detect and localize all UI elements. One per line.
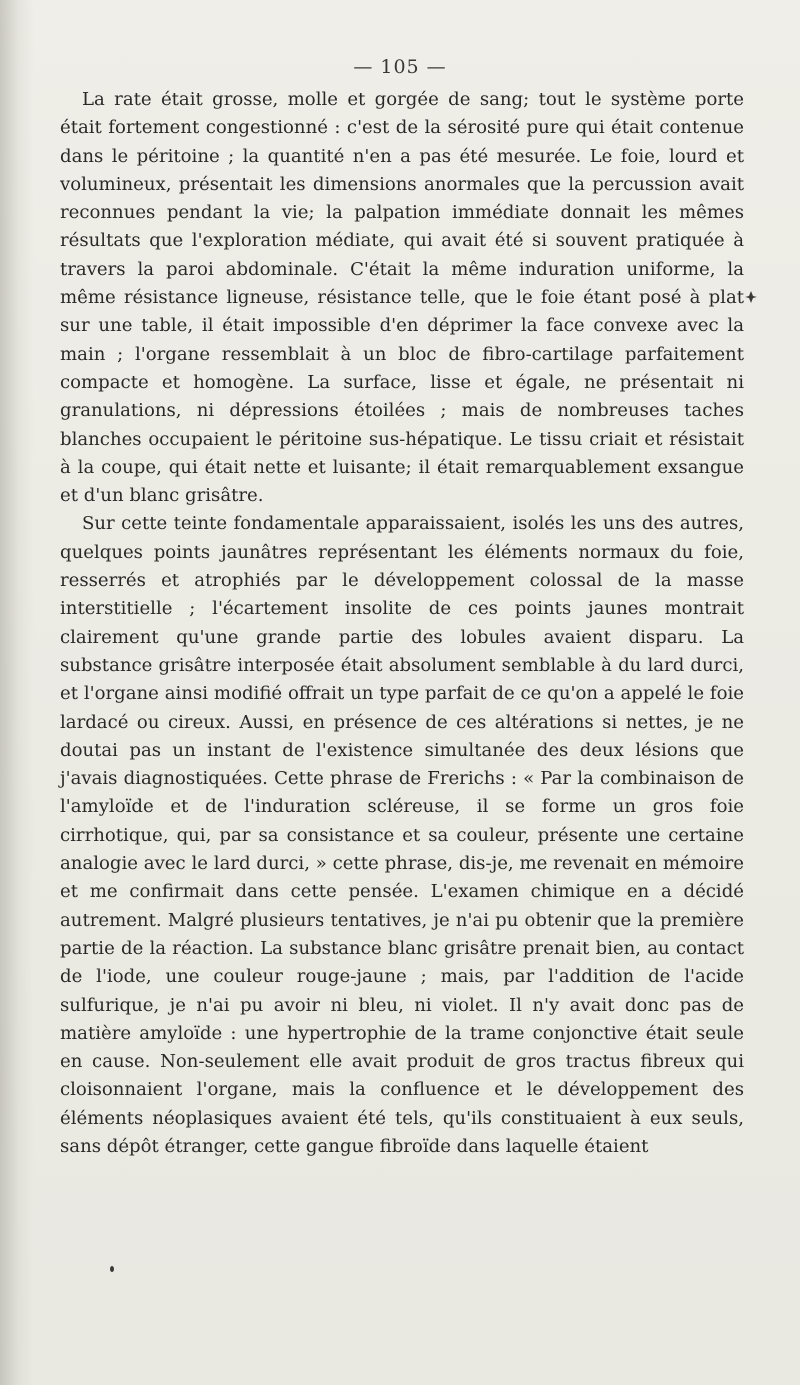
ink-speck-mark — [744, 290, 758, 304]
paragraph-1: La rate était grosse, molle et gorgée de sang; tout le système porte était fortement congestionné : c'est de la sérosité pure qui était contenue dans le péritoine ; la quantité n'en a pas été mesurée. Le foie, lourd et volumineux, présentait les dimensions anormales que la percussion avait reconnues pendant la vie; la palpation immédiate donnait les mêmes résultats que l'exploration médiate, qui avait été si souvent pratiquée à travers la paroi abdominale. C'était la même induration uniforme, la même résistance ligneuse, résistance telle, que le foie étant posé à plat sur une table, il était impossible d'en déprimer la face convexe avec la main ; l'organe ressemblait à un bloc de fibro-cartilage parfaitement compacte et homogène. La surface, lisse et égale, ne présentait ni granulations, ni dépressions étoilées ; mais de nombreuses taches blanches occupaient le péritoine sus-hépatique. Le tissu criait et résistait à la coupe, qui était nette et luisante; il était remarquablement exsangue et d'un blanc grisâtre. — [60, 89, 744, 507]
page-number: — 105 — — [353, 56, 447, 78]
ink-dot-mark — [108, 1264, 116, 1274]
body-text — [60, 86, 744, 1161]
paragraph-2: Sur cette teinte fondamentale apparaissaient, isolés les uns des autres, quelques points jaunâtres représentant les éléments normaux du foie, resserrés et atrophiés par le développement colossal de la masse interstitielle ; l'écartement insolite de ces points jaunes montrait clairement qu'une grande partie des lobules avaient disparu. La substance grisâtre interposée était absolument semblable à du lard durci, et l'organe ainsi modifié offrait un type parfait de ce qu'on a appelé le foie lardacé ou cireux. Aussi, en présence de ces altérations si nettes, je ne doutai pas un instant de l'existence simultanée des deux lésions que j'avais diagnostiquées. Cette phrase de Frerichs : « Par la combinaison de l'amyloïde et de l'induration scléreuse, il se forme un gros foie cirrhotique, qui, par sa consistance et sa couleur, présente une certaine analogie avec le lard durci, » cette phrase, dis-je, me revenait en mémoire et me confirmait dans cette pensée. L'examen chimique en a décidé autrement. Malgré plusieurs tentatives, je n'ai pu obtenir que la première partie de la réaction. La substance blanc grisâtre prenait bien, au contact de l'iode, une couleur rouge-jaune ; mais, par l'addition de l'acide sulfurique, je n'ai pu avoir ni bleu, ni violet. Il n'y avait donc pas de matière amyloïde : une hypertrophie de la trame conjonctive était seule en cause. Non-seulement elle avait produit de gros tractus fibreux qui cloisonnaient l'organe, mais la confluence et le développement des éléments néoplasiques avaient été tels, qu'ils constituaient à eux seuls, sans dépôt étranger, cette gangue fibroïde dans laquelle étaient — [60, 513, 744, 1157]
binding-shadow — [0, 0, 34, 1385]
